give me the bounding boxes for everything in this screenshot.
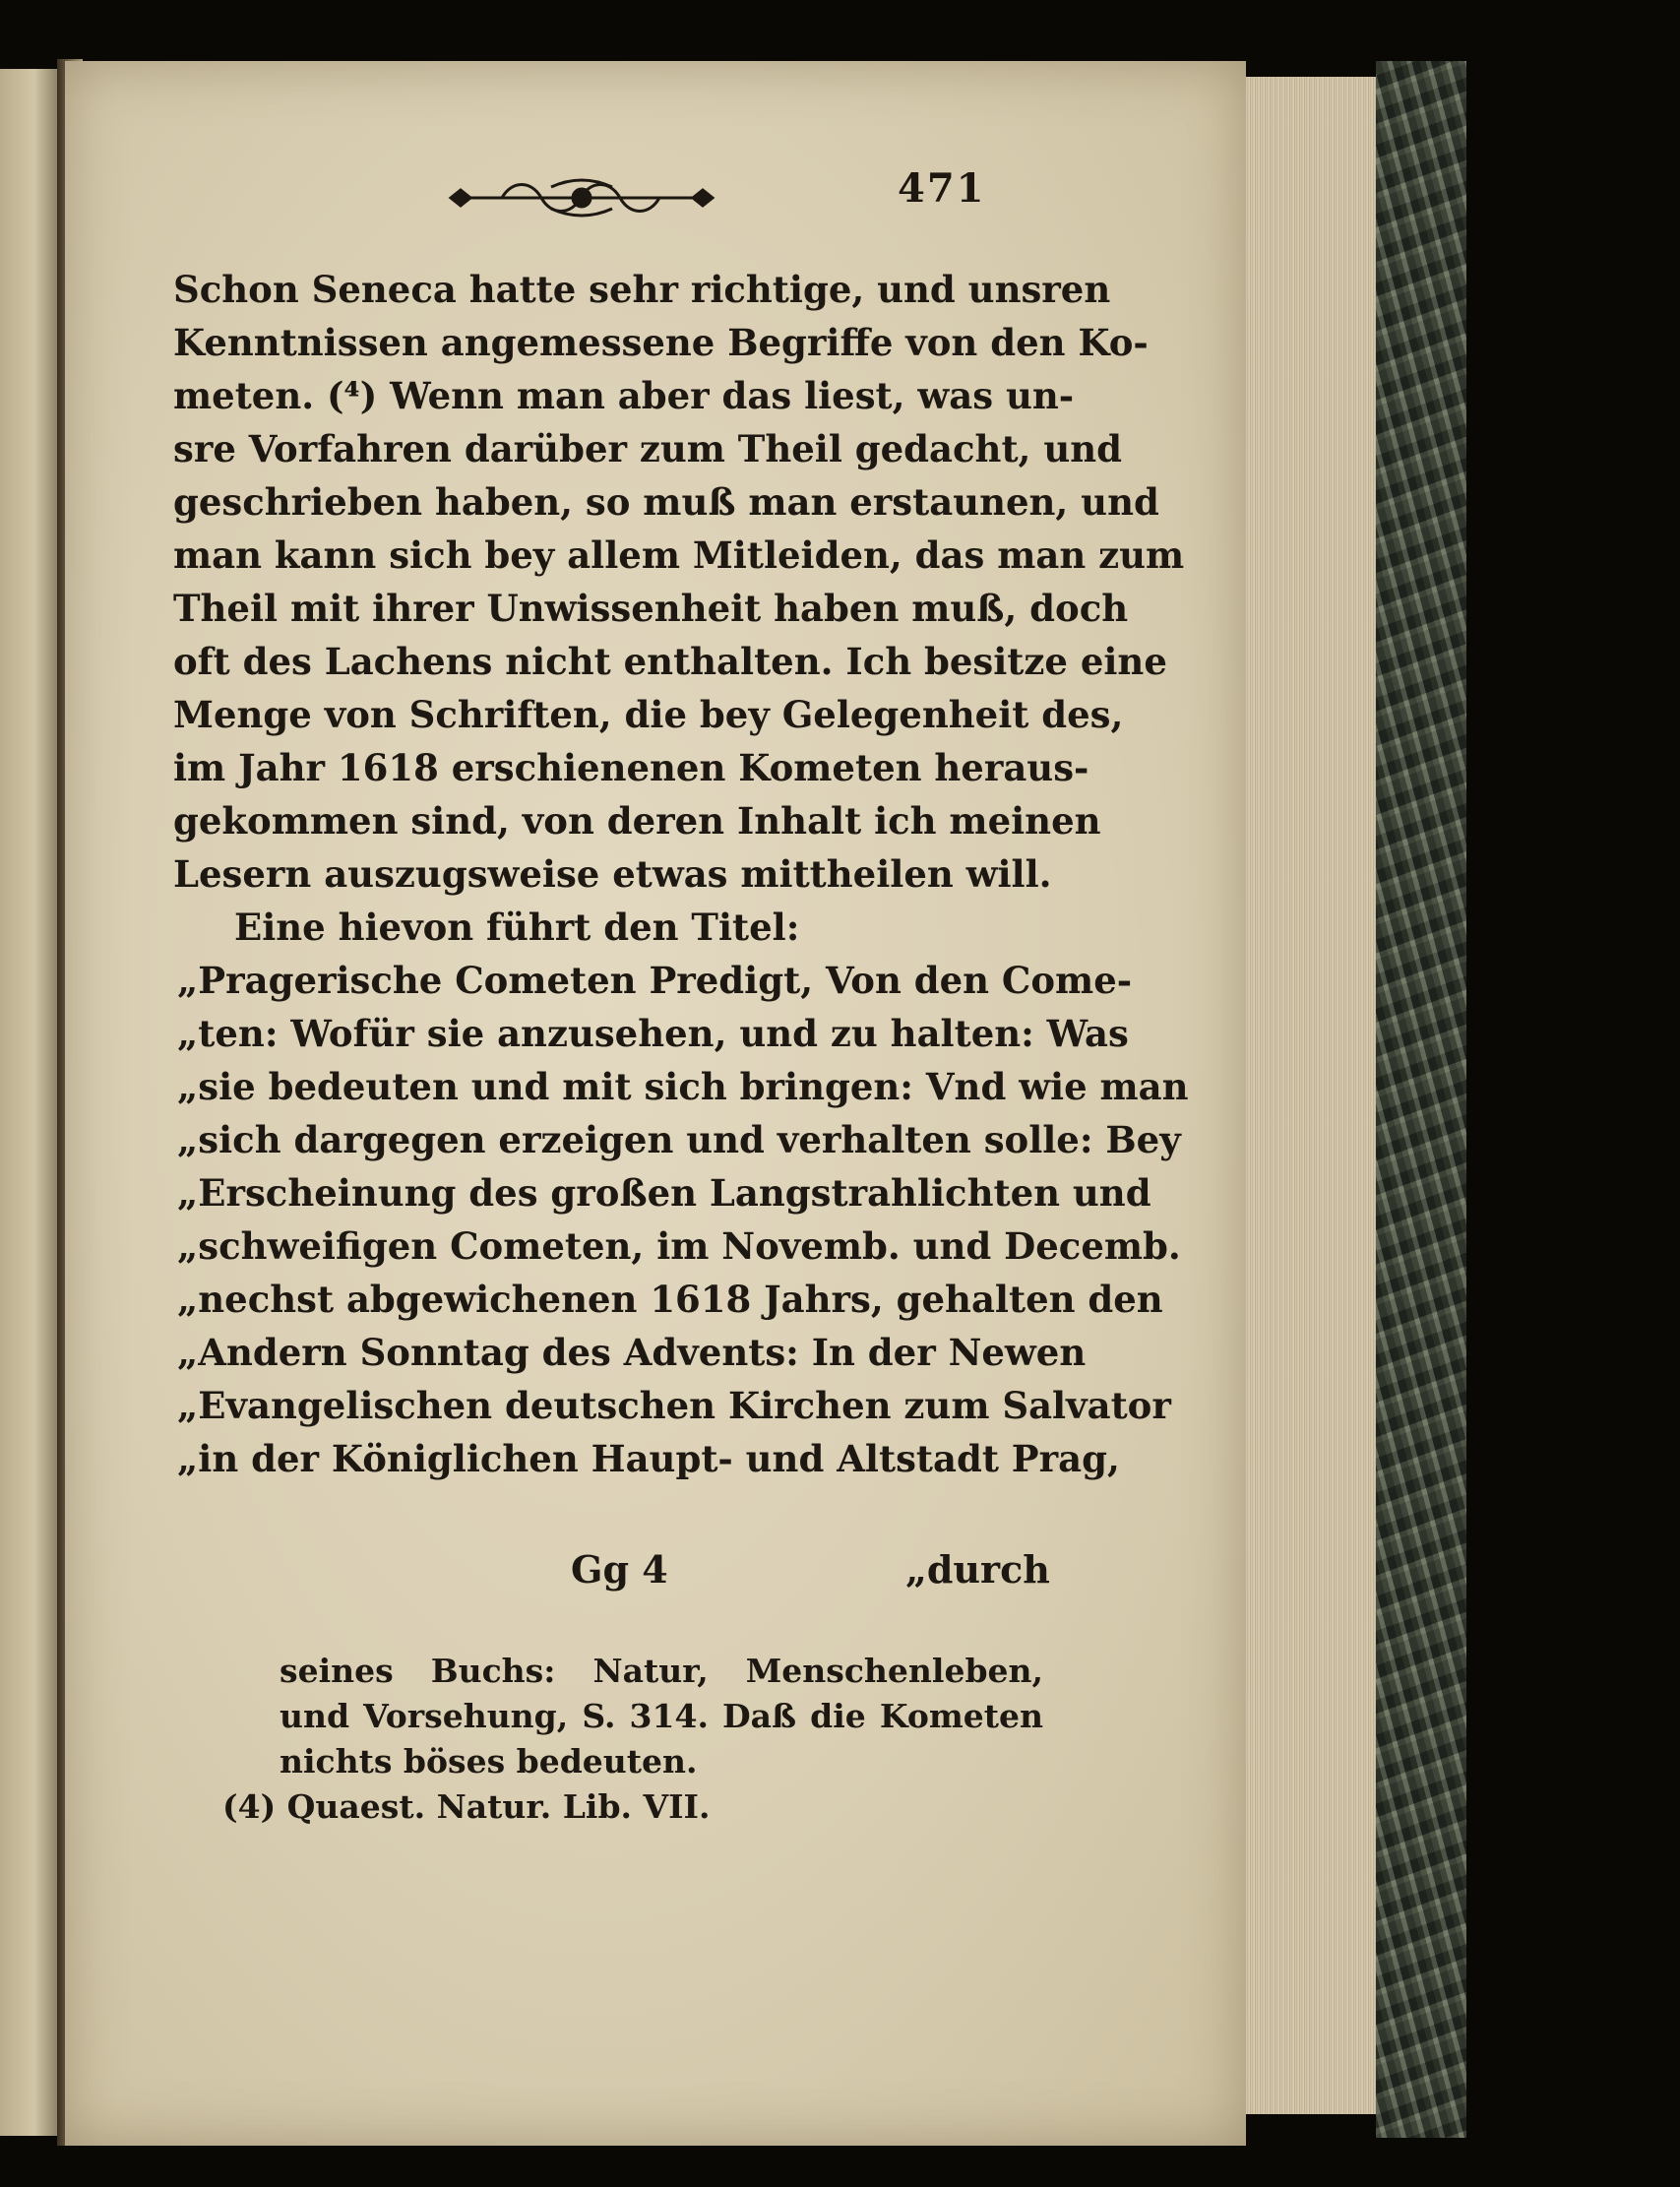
footnote-line: und Vorsehung, S. 314. Daß die Kometen — [280, 1697, 1043, 1735]
text-line: gekommen sind, von deren Inhalt ich meinen — [173, 799, 1101, 843]
text-line: „Erscheinung des großen Langstrahlichten und — [177, 1171, 1151, 1215]
text-line: Theil mit ihrer Unwissenheit haben muß, doch — [173, 587, 1129, 630]
text-line: „ten: Wofür sie anzusehen, und zu halten: Was — [177, 1012, 1129, 1055]
text-line: „nechst abgewichenen 1618 Jahrs, gehalten den — [177, 1278, 1163, 1321]
signature-mark: Gg 4 — [571, 1547, 668, 1592]
text-line: „Andern Sonntag des Advents: In der Newen — [177, 1331, 1087, 1374]
text-line: man kann sich bey allem Mitleiden, das man zum — [173, 533, 1185, 577]
text-line: Schon Seneca hatte sehr richtige, und unsren — [173, 268, 1111, 311]
text-line: Kenntnissen angemessene Begriffe von den Ko- — [173, 321, 1149, 364]
text-line: Lesern auszugsweise etwas mittheilen will. — [173, 852, 1052, 896]
text-line: Menge von Schriften, die bey Gelegenheit des, — [173, 693, 1124, 736]
text-line: „Evangelischen deutschen Kirchen zum Salvator — [177, 1384, 1171, 1427]
text-line: meten. (⁴) Wenn man aber das liest, was un- — [173, 374, 1075, 417]
text-line: geschrieben haben, so muß man erstaunen, und — [173, 480, 1159, 524]
catchword: „durch — [905, 1547, 1050, 1592]
text-line: sre Vorfahren darüber zum Theil gedacht, und — [173, 427, 1122, 470]
page-edges — [1246, 77, 1378, 2114]
text-line: „sie bedeuten und mit sich bringen: Vnd wie man — [177, 1065, 1189, 1108]
footnote-line: nichts böses bedeuten. — [280, 1742, 698, 1781]
text-line: „schweifigen Cometen, im Novemb. und Decemb. — [177, 1224, 1181, 1268]
text-line: oft des Lachens nicht enthalten. Ich besitze eine — [173, 640, 1167, 683]
page-number: 471 — [898, 165, 986, 212]
facing-page-edge — [0, 69, 57, 2136]
marbled-cover — [1376, 61, 1466, 2138]
text-line: im Jahr 1618 erschienenen Kometen heraus- — [173, 746, 1089, 789]
text-line: „in der Königlichen Haupt- und Altstadt Prag, — [177, 1437, 1120, 1480]
footnote-line: (4) Quaest. Natur. Lib. VII. — [222, 1787, 711, 1826]
text-line: „sich dargegen erzeigen und verhalten solle: Bey — [177, 1118, 1181, 1161]
header-ornament-icon — [443, 173, 720, 222]
text-line: „Pragerische Cometen Predigt, Von den Come- — [177, 959, 1133, 1002]
text-line: Eine hievon führt den Titel: — [234, 906, 800, 949]
footnote-line: seines Buchs: Natur, Menschenleben, — [280, 1652, 1043, 1690]
